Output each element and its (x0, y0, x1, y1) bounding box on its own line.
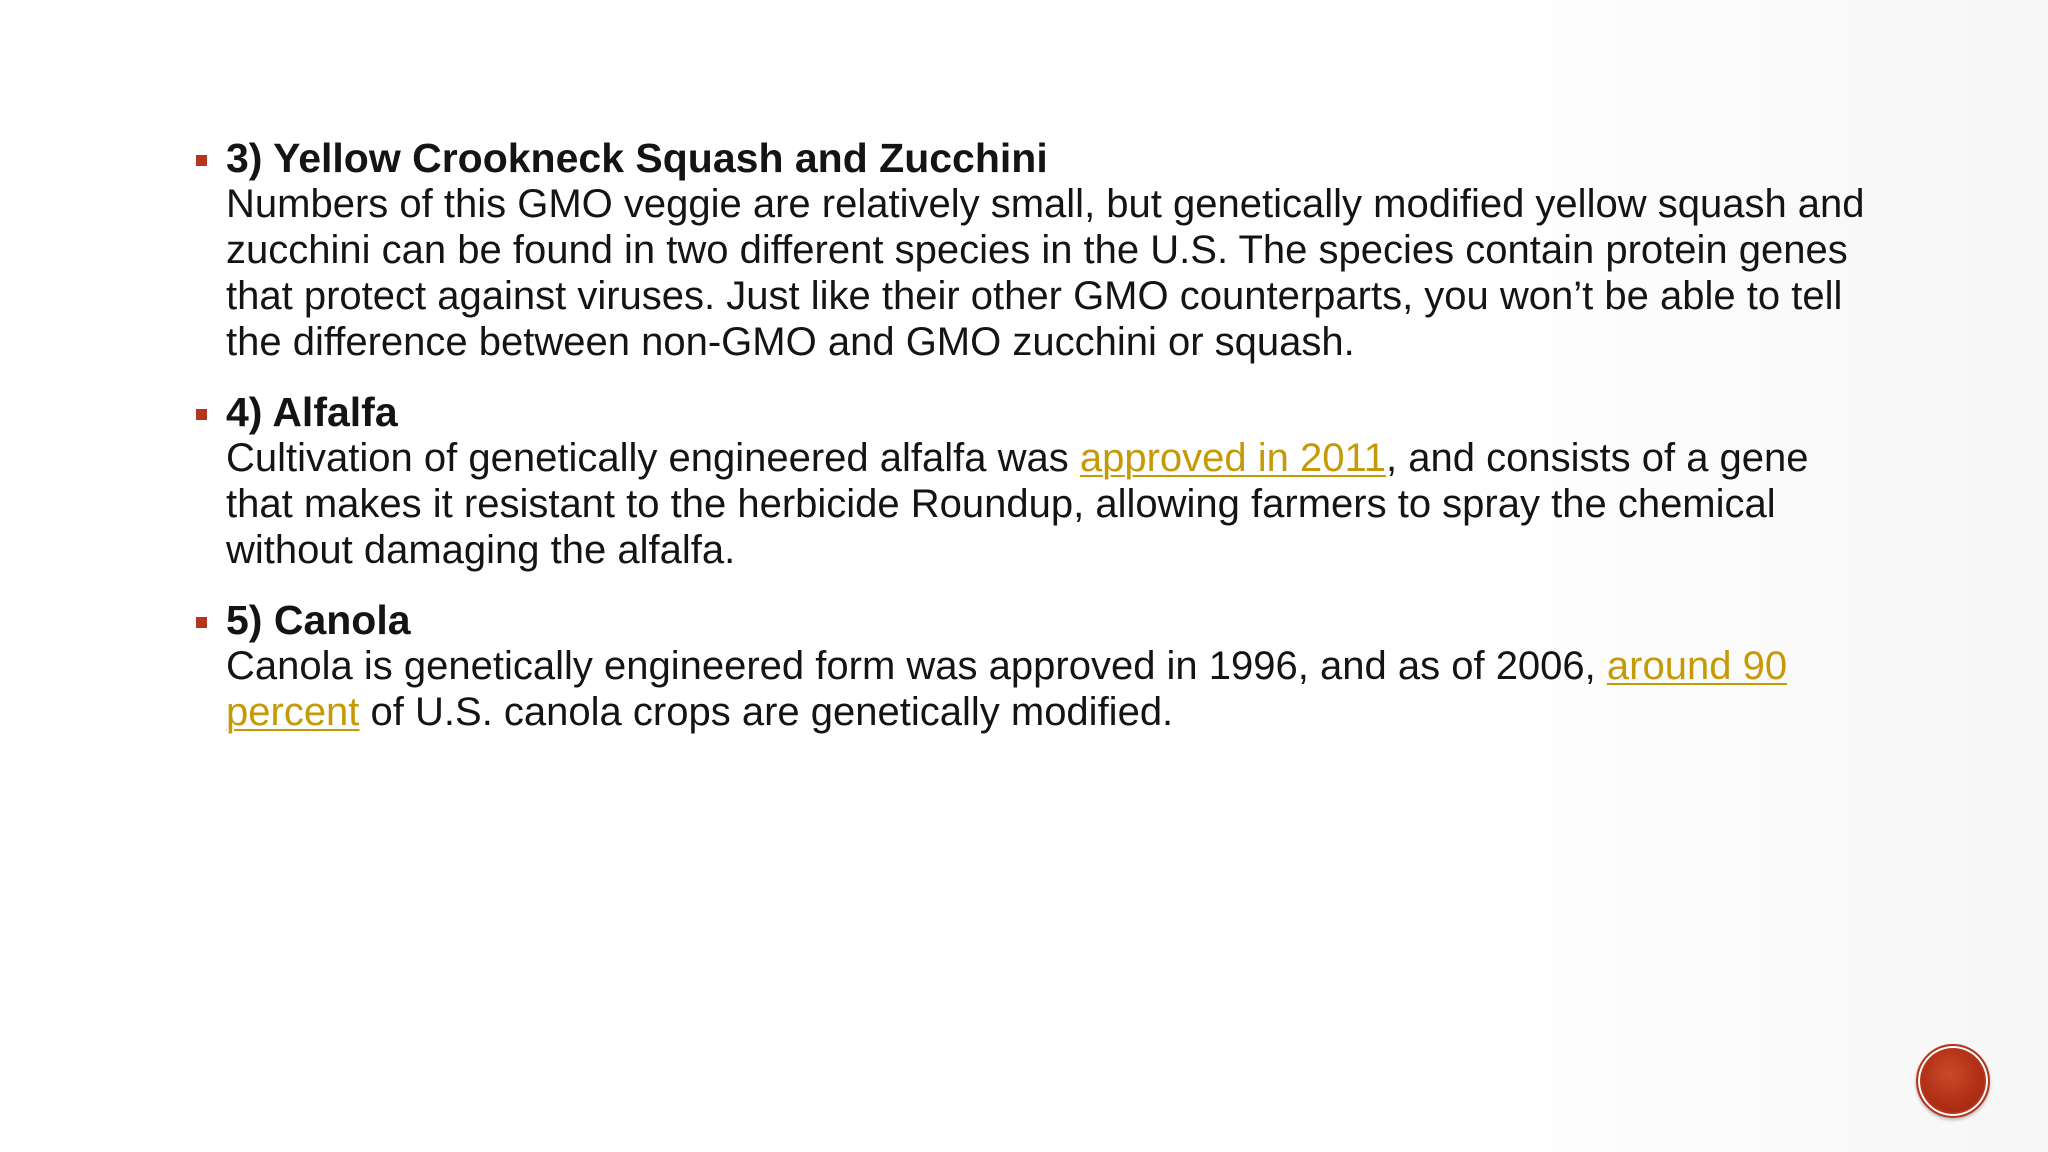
bullet-item-squash (196, 135, 1876, 365)
body-text: Cultivation of genetically engineered alfalfa was (226, 436, 1080, 480)
body-text: , and consists of a gene that makes it resistant to the herbicide Roundup, allowing farmers to spray the chemical without damaging the alfalfa. (226, 436, 1809, 572)
bullet-title: 3) Yellow Crookneck Squash and Zucchini (226, 135, 1048, 181)
bullet-body (226, 643, 1876, 735)
body-text: of U.S. canola crops are genetically modified. (359, 690, 1174, 734)
slide-nav-circle-button[interactable] (1916, 1044, 1990, 1118)
body-text: Canola is genetically engineered form was approved in 1996, and as of 2006, (226, 644, 1607, 688)
bullet-body (226, 181, 1876, 365)
bullet-title: 5) Canola (226, 597, 411, 643)
bullet-square-icon (196, 617, 207, 628)
bullet-square-icon (196, 409, 207, 420)
around-90-percent-link[interactable]: around 90 percent (226, 644, 1788, 734)
body-text: Numbers of this GMO veggie are relatively small, but genetically modified yellow squash and zucchini can be found in two different species in the U.S. The species contain protein genes that protect against viruses. Just like their other GMO counterparts, you won’t be able to tell the difference between non-GMO and GMO zucchini or squash. (226, 182, 1865, 364)
bullet-title: 4) Alfalfa (226, 389, 398, 435)
bullet-item-alfalfa (196, 389, 1876, 573)
bullet-body (226, 435, 1876, 573)
bullet-item-canola (196, 597, 1876, 735)
approved-in-2011-link[interactable]: approved in 2011 (1079, 436, 1387, 480)
bullet-square-icon (196, 155, 207, 166)
slide-content (196, 135, 1876, 759)
